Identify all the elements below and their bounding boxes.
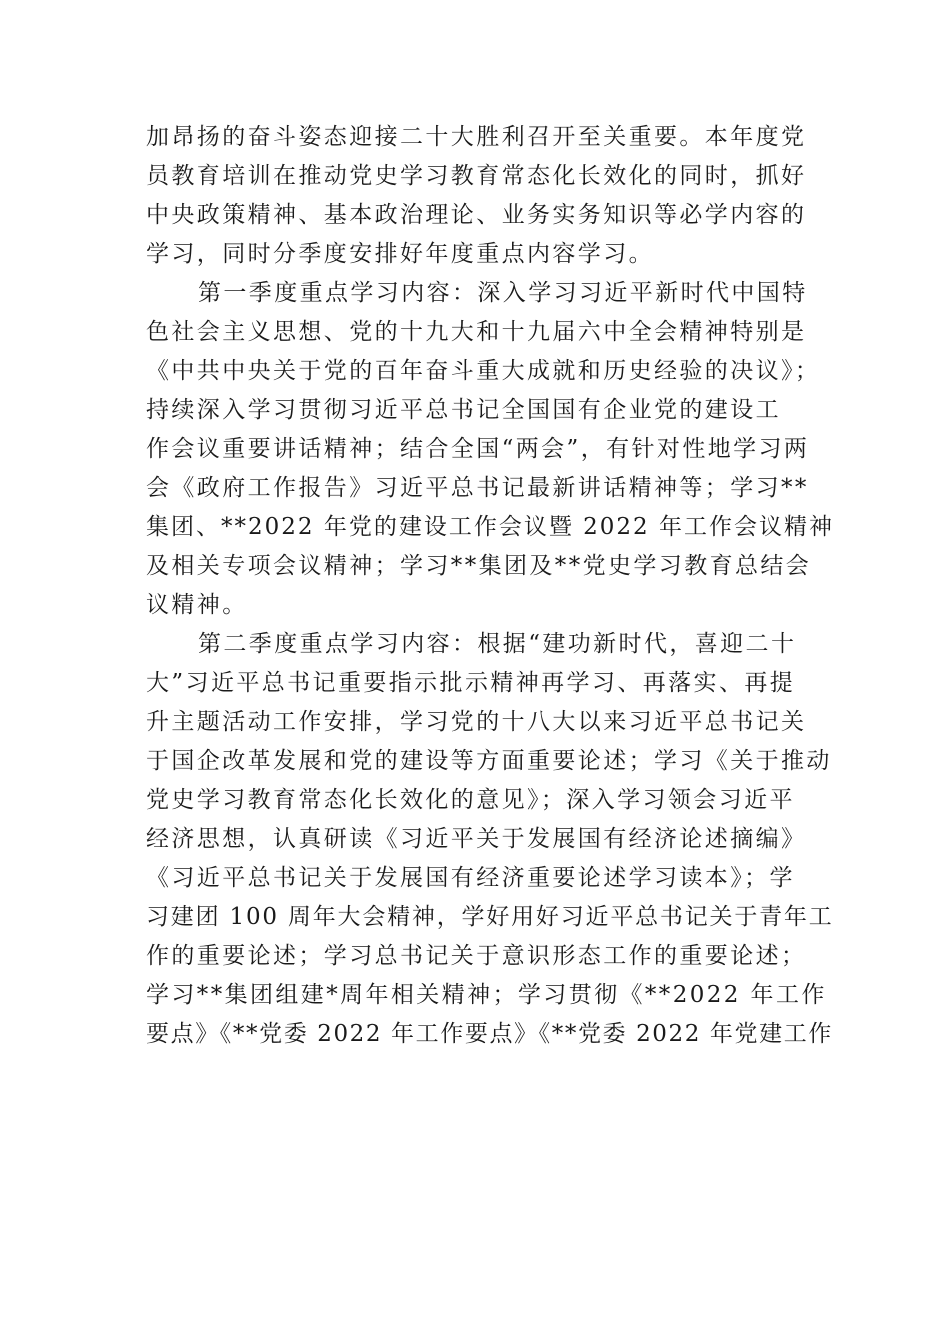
body-text <box>146 118 834 1054</box>
text-line: 学习**集团组建*周年相关精神；学习贯彻《**2022 年工作 <box>146 982 827 1008</box>
text-line: 经济思想，认真研读《习近平关于发展国有经济论述摘编》 <box>146 826 807 852</box>
text-line: 大”习近平总书记重要指示批示精神再学习、再落实、再提 <box>146 670 796 696</box>
paragraph-first-line: 第二季度重点学习内容：根据“建功新时代，喜迎二十 <box>198 631 797 657</box>
text-line: 及相关专项会议精神；学习**集团及**党史学习教育总结会 <box>146 553 812 579</box>
text-line: 《中共中央关于党的百年奋斗重大成就和历史经验的决议》； <box>146 358 821 384</box>
text-line: 持续深入学习贯彻习近平总书记全国国有企业党的建设工 <box>146 397 781 423</box>
text-line: 议精神。 <box>146 592 248 618</box>
text-line: 中央政策精神、基本政治理论、业务实务知识等必学内容的 <box>146 202 807 228</box>
text-line: 会《政府工作报告》习近平总书记最新讲话精神等；学习** <box>146 475 809 501</box>
text-line: 作的重要论述；学习总书记关于意识形态工作的重要论述； <box>146 943 807 969</box>
text-line: 加昂扬的奋斗姿态迎接二十大胜利召开至关重要。本年度党 <box>146 124 807 150</box>
text-line: 升主题活动工作安排，学习党的十八大以来习近平总书记关 <box>146 709 807 735</box>
text-line: 于国企改革发展和党的建设等方面重要论述；学习《关于推动 <box>146 748 832 774</box>
text-line: 党史学习教育常态化长效化的意见》；深入学习领会习近平 <box>146 787 795 813</box>
text-line: 要点》《**党委 2022 年工作要点》《**党委 2022 年党建工作 <box>146 1021 833 1047</box>
text-line: 集团、**2022 年党的建设工作会议暨 2022 年工作会议精神 <box>146 514 834 540</box>
paragraph-first-line: 第一季度重点学习内容：深入学习习近平新时代中国特 <box>198 280 808 306</box>
text-line: 色社会主义思想、党的十九大和十九届六中全会精神特别是 <box>146 319 807 345</box>
text-line: 习建团 100 周年大会精神，学好用好习近平总书记关于青年工 <box>146 904 834 930</box>
text-line: 员教育培训在推动党史学习教育常态化长效化的同时，抓好 <box>146 163 807 189</box>
text-line: 《习近平总书记关于发展国有经济重要论述学习读本》；学 <box>146 865 795 891</box>
text-line: 作会议重要讲话精神；结合全国“两会”，有针对性地学习两 <box>146 436 810 462</box>
text-line: 学习，同时分季度安排好年度重点内容学习。 <box>146 241 654 267</box>
